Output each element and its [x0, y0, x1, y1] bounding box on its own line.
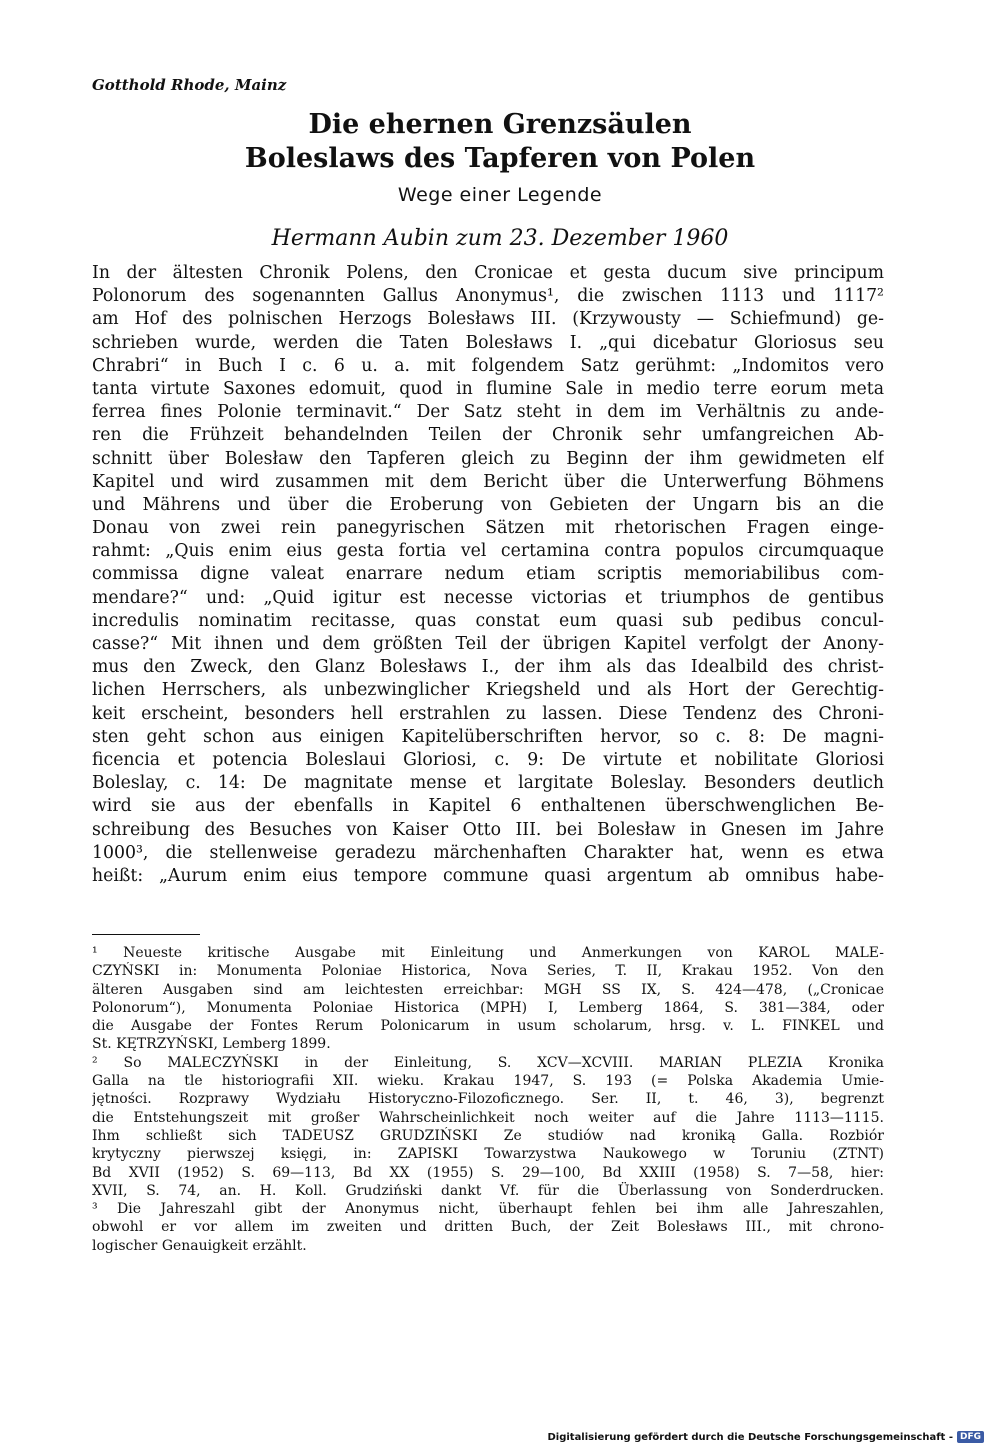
body-line: incredulis nominatim recitasse, quas constat eum quasi sub pedibus concul-	[92, 610, 884, 631]
body-line: ren die Frühzeit behandelnden Teilen der Chronik sehr umfangreichen Ab-	[92, 425, 884, 446]
footnote-line: St. KĘTRZYŃSKI, Lemberg 1899.	[92, 1036, 331, 1053]
body-line: Kapitel und wird zusammen mit dem Bericht über die Unterwerfung Böhmens	[92, 471, 884, 492]
body-line: Polonorum des sogenannten Gallus Anonymus¹, die zwischen 1113 und 1117²	[92, 286, 884, 307]
dedication: Hermann Aubin zum 23. Dezember 1960	[271, 226, 729, 251]
dfg-logo: DFG	[957, 1431, 984, 1443]
footnote-line: älteren Ausgaben sind am leichtesten erreichbar: MGH SS IX, S. 424—478, („Cronicae	[92, 981, 884, 998]
body-line: casse?“ Mit ihnen und dem größten Teil der übrigen Kapitel verfolgt der Anony-	[92, 634, 884, 654]
body-line: schrieben wurde, werden die Taten Bolesławs I. „qui dicebatur Gloriosus seu	[92, 332, 884, 353]
body-line: ficencia et potencia Boleslaui Gloriosi, c. 9: De virtute et nobilitate Gloriosi	[92, 749, 884, 770]
body-line: rahmt: „Quis enim eius gesta fortia vel certamina contra populos circumquaque	[92, 541, 884, 562]
body-line: 1000³, die stellenweise geradezu märchenhaften Charakter hat, wenn es etwa	[92, 842, 884, 863]
body-line: Chrabri“ in Buch I c. 6 u. a. mit folgendem Satz gerühmt: „Indomitos vero	[92, 355, 884, 376]
body-line: commissa digne valeat enarrare nedum etiam scriptis memoriabilibus com-	[92, 564, 884, 585]
footnote-line: krytyczny pierwszej księgi, in: ZAPISKI Towarzystwa Naukowego w Toruniu (ZTNT)	[92, 1146, 884, 1163]
footnote-line: die Entstehungszeit mit großer Wahrscheinlichkeit noch weiter auf die Jahre 1113—1115.	[92, 1109, 884, 1126]
body-line: wird sie aus der ebenfalls in Kapitel 6 enthaltenen überschwenglichen Be-	[92, 796, 884, 817]
body-line: lichen Herrschers, als unbezwinglicher Kriegsheld und als Hort der Gerechtig-	[92, 680, 884, 701]
body-line: schreibung des Besuches von Kaiser Otto III. bei Bolesław in Gnesen im Jahre	[92, 819, 884, 840]
subtitle: Wege einer Legende	[397, 184, 603, 206]
title-line-2: Boleslaws des Tapferen von Polen	[244, 143, 756, 174]
footnote-line: XVII, S. 74, an. H. Koll. Grudziński dankt Vf. für die Überlassung von Sonderdrucken.	[92, 1182, 884, 1199]
footnote-line: CZYŃSKI in: Monumenta Poloniae Historica, Nova Series, T. II, Krakau 1952. Von den	[92, 963, 884, 980]
body-line: sten geht schon aus einigen Kapitelüberschriften hervor, so c. 8: De magni-	[92, 726, 884, 747]
body-line: keit erscheint, besonders hell erstrahlen zu lassen. Diese Tendenz des Chroni-	[92, 703, 884, 724]
body-line: In der ältesten Chronik Polens, den Cronicae et gesta ducum sive principum	[92, 263, 884, 283]
author-line: Gotthold Rhode, Mainz	[92, 76, 287, 94]
footnote-line: obwohl er vor allem im zweiten und dritten Buch, der Zeit Bolesławs III., mit chrono-	[92, 1219, 884, 1236]
body-line: am Hof des polnischen Herzogs Bolesławs III. (Krzywousty — Schiefmund) ge-	[92, 309, 884, 330]
dfg-credit	[547, 1431, 984, 1443]
body-line: und Mährens und über die Eroberung von Gebieten der Ungarn bis an die	[92, 494, 884, 515]
body-line: ferrea fines Polonie terminavit.“ Der Satz steht in dem im Verhältnis zu ande-	[92, 402, 884, 423]
body-line: Boleslay, c. 14: De magnitate mense et largitate Boleslay. Besonders deutlich	[92, 773, 884, 794]
footnote-line: Ihm schließt sich TADEUSZ GRUDZIŃSKI Ze studiów nad kroniką Galla. Rozbiór	[92, 1127, 884, 1144]
footnotes	[92, 944, 884, 1255]
footnote-line: Bd XVII (1952) S. 69—113, Bd XX (1955) S. 29—100, Bd XXIII (1958) S. 7—58, hier:	[92, 1164, 884, 1181]
footnote-line: ² So MALECZYŃSKI in der Einleitung, S. XCV—XCVIII. MARIAN PLEZIA Kronika	[92, 1054, 884, 1071]
footnote-line: die Ausgabe der Fontes Rerum Polonicarum in usum scholarum, hrsg. v. L. FINKEL und	[92, 1018, 884, 1035]
footnote-line: Galla na tle historiografii XII. wieku. Krakau 1947, S. 193 (= Polska Akademia Umie-	[92, 1073, 884, 1090]
footnote-line: ¹ Neueste kritische Ausgabe mit Einleitung und Anmerkungen von KAROL MALE-	[92, 945, 884, 961]
body-line: mendare?“ und: „Quid igitur est necesse victorias et triumphos de gentibus	[92, 587, 884, 608]
footnote-line: logischer Genauigkeit erzählt.	[92, 1237, 307, 1254]
body-line: mus den Zweck, den Glanz Bolesławs I., der ihm als das Idealbild des christ-	[92, 657, 884, 678]
body-text	[92, 262, 884, 888]
body-line: Donau von zwei rein panegyrischen Sätzen mit rhetorischen Fragen einge-	[92, 518, 884, 539]
credit-text: Digitalisierung gefördert durch die Deutsche Forschungsgemeinschaft -	[547, 1431, 953, 1443]
footnote-line: Polonorum“), Monumenta Poloniae Historica (MPH) I, Lemberg 1864, S. 381—384, oder	[92, 999, 884, 1016]
footnote-rule	[92, 934, 200, 935]
body-line: schnitt über Bolesław den Tapferen gleich zu Beginn der ihm gewidmeten elf	[92, 448, 884, 469]
body-line: tanta virtute Saxones edomuit, quod in flumine Sale in medio terre eorum meta	[92, 378, 884, 399]
footnote-line: jętności. Rozprawy Wydziału Historyczno-Filozoficznego. Ser. II, t. 46, 3), begrenzt	[92, 1091, 884, 1108]
footnote-line: ³ Die Jahreszahl gibt der Anonymus nicht, überhaupt fehlen bei ihm alle Jahreszahlen,	[92, 1201, 884, 1218]
title-line-1: Die ehernen Grenzsäulen	[308, 109, 692, 140]
body-line: heißt: „Aurum enim eius tempore commune quasi argentum ab omnibus habe-	[92, 865, 884, 886]
